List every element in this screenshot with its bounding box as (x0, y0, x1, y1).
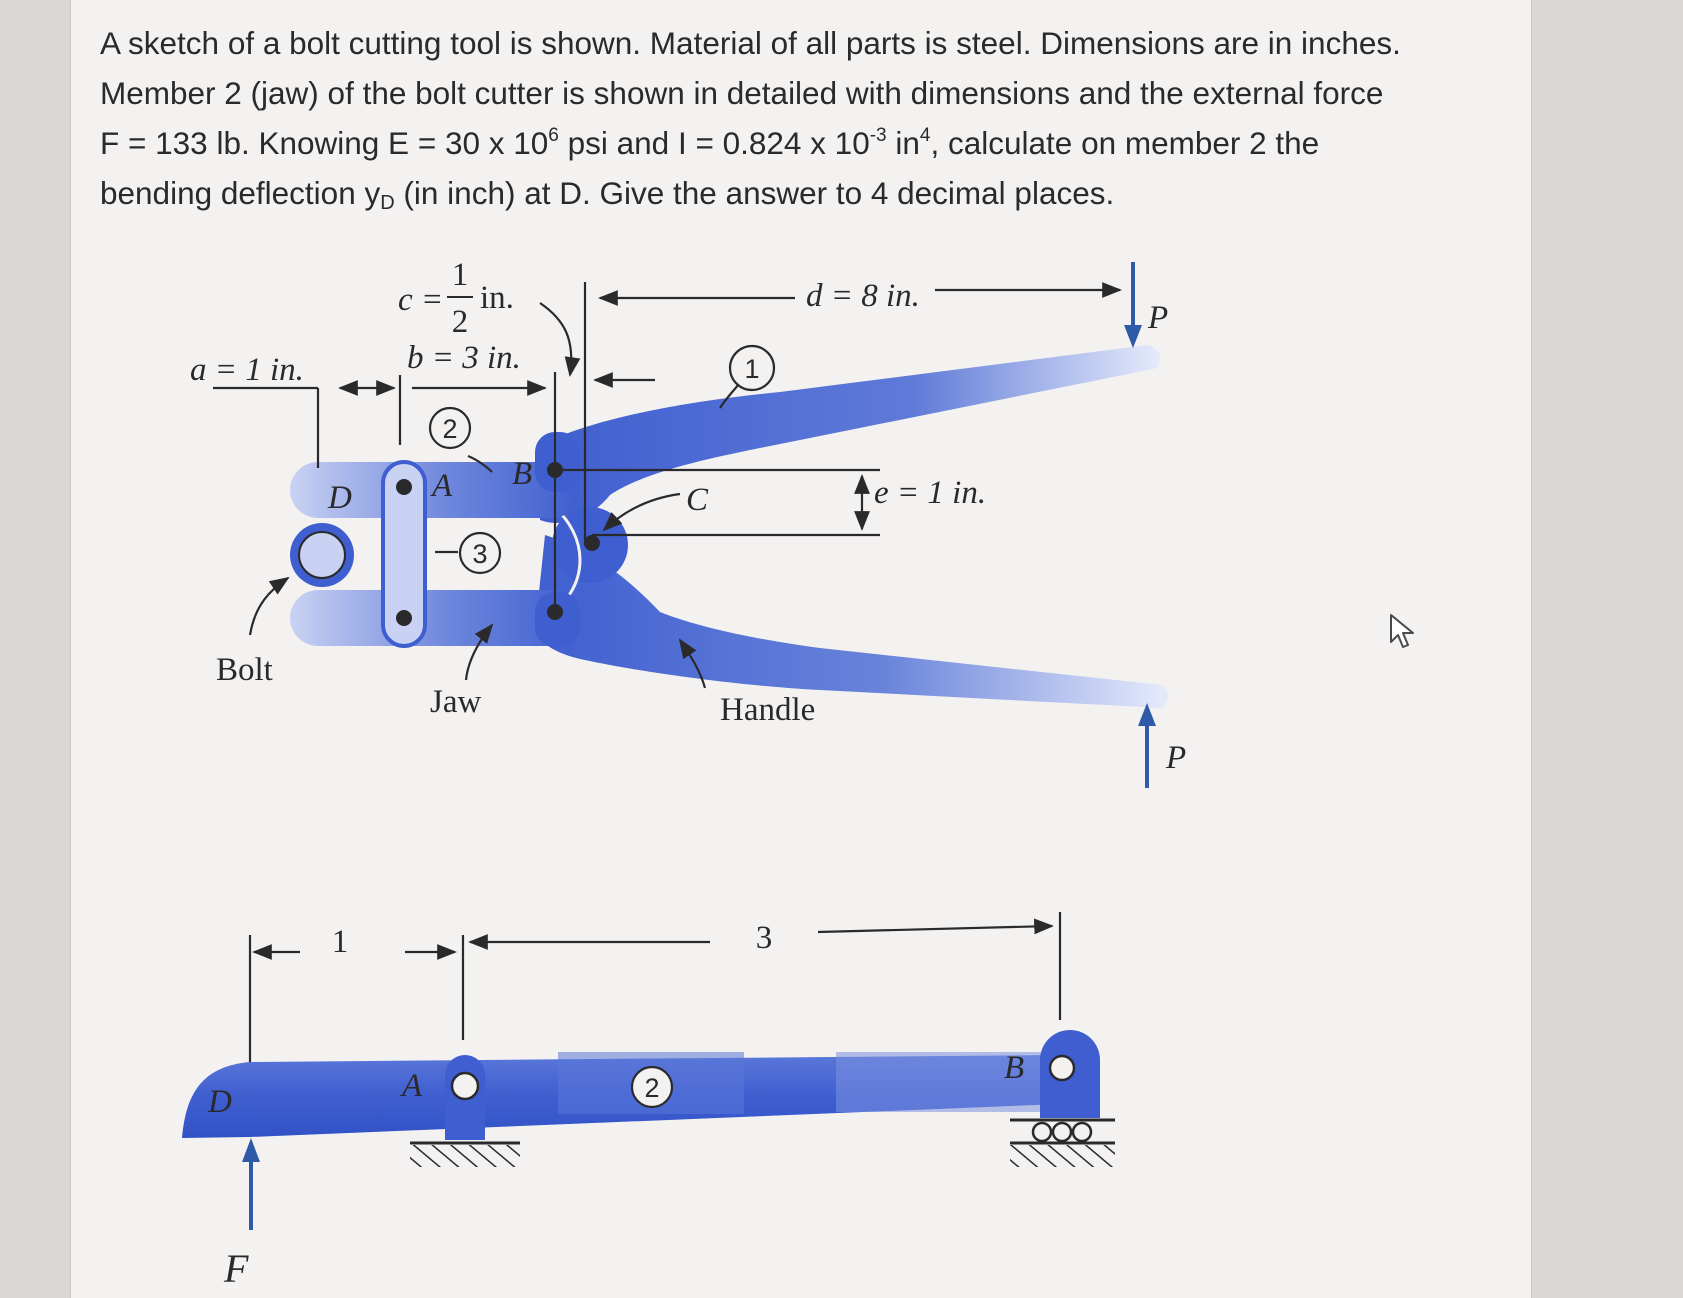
jaw-neck-upper (535, 432, 580, 492)
pin-a-upper (396, 479, 412, 495)
problem-line-4: bending deflection $y_D$ (in inch) at D. Give the answer to 4 decimal places. (100, 175, 1115, 214)
bolt-cutter-assembly (190, 257, 1186, 788)
point-b-label: B (512, 456, 533, 492)
load-p-bottom-label: P (1166, 740, 1187, 776)
dim-c-denominator: 2 (451, 304, 469, 340)
upper-handle (540, 345, 1160, 523)
detail-dim-1: 1 (331, 924, 349, 960)
jaw-free-body-diagram (182, 912, 1115, 1291)
problem-line-3: F = 133 lb. Knowing E = 30 x $10^6$ psi and I = 0.824 x $10^{-3}$ $in^4$, calculate on member 2 the (100, 125, 1320, 161)
detail-point-b-label: B (1004, 1050, 1025, 1086)
jaw-label: Jaw (430, 684, 482, 720)
dim-e-label: e = 1 in. (874, 475, 987, 511)
dim-a-label: a = 1 in. (190, 352, 304, 388)
pin-a-lower (396, 610, 412, 626)
member-3-label: 3 (472, 539, 488, 569)
load-p-top-label: P (1148, 300, 1169, 336)
dim-c-prefix: c = (398, 282, 444, 318)
pin-c (584, 535, 600, 551)
force-f-label: F (224, 1246, 249, 1291)
mouse-cursor-icon (1388, 612, 1420, 652)
detail-dim-3: 3 (755, 920, 773, 956)
detail-point-a-label: A (402, 1068, 423, 1104)
load-p-top-arrow (1124, 262, 1142, 348)
dim-d-label: d = 8 in. (806, 278, 920, 314)
load-p-bottom-arrow (1138, 703, 1156, 788)
problem-line-1: A sketch of a bolt cutting tool is shown. Material of all parts is steel. Dimensions are in inches. (100, 25, 1401, 61)
member-1-label: 1 (744, 354, 760, 384)
dim-b-label: b = 3 in. (407, 340, 521, 376)
detail-dimension-lines (250, 912, 1060, 1062)
dim-c-numerator: 1 (451, 257, 469, 293)
point-d-label: D (328, 480, 352, 516)
detail-point-d-label: D (208, 1084, 232, 1120)
handle-label: Handle (720, 692, 816, 728)
point-c-label: C (686, 482, 709, 518)
force-f-arrow (242, 1138, 260, 1230)
bolt-label: Bolt (216, 652, 273, 688)
problem-line-2: Member 2 (jaw) of the bolt cutter is shown in detailed with dimensions and the external force (100, 75, 1384, 111)
lower-handle (535, 535, 1169, 708)
detail-member-2-label: 2 (644, 1073, 660, 1103)
dim-c-unit: in. (480, 280, 514, 316)
member-2-label: 2 (442, 414, 458, 444)
point-a-label: A (432, 468, 453, 504)
